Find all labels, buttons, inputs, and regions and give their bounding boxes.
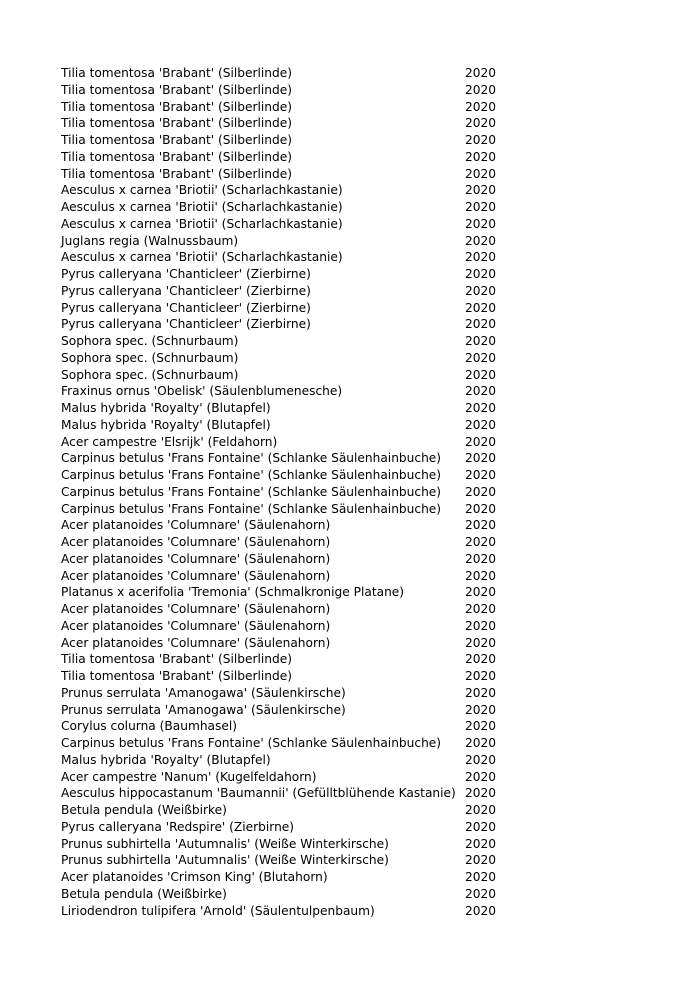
table-row (61, 283, 521, 300)
tree-name: Carpinus betulus 'Frans Fontaine' (Schlanke Säulenhainbuche) (61, 501, 442, 516)
tree-name: Malus hybrida 'Royalty' (Blutapfel) (61, 752, 271, 767)
planting-year: 2020 (465, 803, 497, 817)
table-row (61, 149, 521, 166)
tree-name: Tilia tomentosa 'Brabant' (Silberlinde) (61, 66, 292, 80)
table-row (61, 182, 521, 199)
table-row (61, 517, 521, 534)
table-row (61, 383, 521, 400)
tree-name: Prunus subhirtella 'Autumnalis' (Weiße Winterkirsche) (61, 836, 389, 851)
tree-name: Acer platanoides 'Columnare' (Säulenahorn) (61, 535, 331, 549)
tree-name: Carpinus betulus 'Frans Fontaine' (Schlanke Säulenhainbuche) (61, 484, 442, 499)
tree-name: Acer platanoides 'Columnare' (Säulenahorn) (61, 602, 331, 616)
table-row (61, 82, 521, 99)
planting-year: 2020 (465, 334, 497, 348)
tree-name: Aesculus x carnea 'Briotii' (Scharlachkastanie) (61, 200, 343, 214)
table-row (61, 484, 521, 501)
planting-year: 2020 (465, 719, 497, 734)
planting-year: 2020 (465, 819, 497, 834)
planting-year: 2020 (465, 200, 497, 214)
planting-year: 2020 (465, 886, 497, 901)
table-row (61, 735, 521, 752)
table-row (61, 115, 521, 132)
tree-name: Tilia tomentosa 'Brabant' (Silberlinde) (61, 82, 292, 97)
table-row (61, 785, 521, 802)
table-row (61, 132, 521, 149)
tree-name: Betula pendula (Weißbirke) (61, 803, 227, 817)
planting-year: 2020 (465, 618, 497, 633)
table-row (61, 551, 521, 568)
tree-list (61, 65, 521, 919)
tree-name: Acer platanoides 'Columnare' (Säulenahorn) (61, 618, 331, 633)
planting-year: 2020 (465, 786, 497, 801)
planting-year: 2020 (465, 183, 497, 198)
tree-name: Prunus serrulata 'Amanogawa' (Säulenkirsche) (61, 702, 346, 717)
tree-name: Prunus serrulata 'Amanogawa' (Säulenkirsche) (61, 685, 346, 700)
table-row (61, 216, 521, 233)
table-row (61, 400, 521, 417)
table-row (61, 668, 521, 685)
tree-name: Carpinus betulus 'Frans Fontaine' (Schlanke Säulenhainbuche) (61, 451, 442, 466)
tree-name: Pyrus calleryana 'Chanticleer' (Zierbirne) (61, 267, 311, 281)
tree-name: Tilia tomentosa 'Brabant' (Silberlinde) (61, 133, 292, 147)
planting-year: 2020 (465, 585, 497, 600)
planting-year: 2020 (465, 417, 497, 432)
tree-name: Malus hybrida 'Royalty' (Blutapfel) (61, 417, 271, 432)
tree-name: Tilia tomentosa 'Brabant' (Silberlinde) (61, 149, 292, 164)
tree-name: Betula pendula (Weißbirke) (61, 886, 227, 901)
tree-name: Juglans regia (Walnussbaum) (61, 233, 239, 248)
table-row (61, 534, 521, 551)
tree-name: Acer platanoides 'Crimson King' (Blutahorn) (61, 870, 328, 884)
tree-name: Platanus x acerifolia 'Tremonia' (Schmalkronige Platane) (61, 585, 405, 600)
table-row (61, 568, 521, 585)
planting-year: 2020 (465, 602, 497, 616)
table-row (61, 852, 521, 869)
planting-year: 2020 (465, 769, 497, 784)
table-row (61, 635, 521, 652)
planting-year: 2020 (465, 635, 497, 650)
table-row (61, 367, 521, 384)
table-row (61, 350, 521, 367)
tree-name: Tilia tomentosa 'Brabant' (Silberlinde) (61, 669, 292, 683)
tree-name: Tilia tomentosa 'Brabant' (Silberlinde) (61, 116, 292, 131)
table-row (61, 819, 521, 836)
planting-year: 2020 (465, 116, 497, 131)
tree-name: Pyrus calleryana 'Redspire' (Zierbirne) (61, 819, 295, 834)
tree-name: Sophora spec. (Schnurbaum) (61, 350, 239, 365)
planting-year: 2020 (465, 903, 497, 918)
tree-name: Acer platanoides 'Columnare' (Säulenahorn) (61, 551, 331, 566)
planting-year: 2020 (465, 535, 497, 549)
table-row (61, 316, 521, 333)
planting-year: 2020 (465, 685, 497, 700)
planting-year: 2020 (465, 568, 497, 583)
tree-name: Tilia tomentosa 'Brabant' (Silberlinde) (61, 99, 292, 114)
table-row (61, 166, 521, 183)
planting-year: 2020 (465, 652, 497, 667)
table-row (61, 434, 521, 451)
tree-name: Carpinus betulus 'Frans Fontaine' (Schlanke Säulenhainbuche) (61, 468, 442, 482)
tree-name: Aesculus hippocastanum 'Baumannii' (Gefülltblühende Kastanie) (61, 786, 456, 801)
tree-name: Acer platanoides 'Columnare' (Säulenahorn) (61, 568, 331, 583)
tree-name: Acer platanoides 'Columnare' (Säulenahorn) (61, 635, 331, 650)
planting-year: 2020 (465, 870, 497, 884)
planting-year: 2020 (465, 99, 497, 114)
planting-year: 2020 (465, 66, 497, 80)
table-row (61, 651, 521, 668)
table-row (61, 501, 521, 518)
planting-year: 2020 (465, 350, 497, 365)
table-row (61, 802, 521, 819)
table-row (61, 618, 521, 635)
planting-year: 2020 (465, 752, 497, 767)
planting-year: 2020 (465, 736, 497, 750)
tree-name: Sophora spec. (Schnurbaum) (61, 367, 239, 382)
planting-year: 2020 (465, 367, 497, 382)
tree-name: Aesculus x carnea 'Briotii' (Scharlachkastanie) (61, 250, 343, 265)
tree-name: Liriodendron tulipifera 'Arnold' (Säulentulpenbaum) (61, 903, 375, 918)
planting-year: 2020 (465, 233, 497, 248)
tree-name: Acer campestre 'Nanum' (Kugelfeldahorn) (61, 769, 317, 784)
table-row (61, 685, 521, 702)
planting-year: 2020 (465, 468, 497, 482)
table-row (61, 417, 521, 434)
planting-year: 2020 (465, 267, 497, 281)
tree-name: Pyrus calleryana 'Chanticleer' (Zierbirne) (61, 300, 311, 315)
planting-year: 2020 (465, 669, 497, 683)
table-row (61, 702, 521, 719)
planting-year: 2020 (465, 283, 497, 298)
table-row (61, 99, 521, 116)
tree-name: Pyrus calleryana 'Chanticleer' (Zierbirne) (61, 283, 311, 298)
tree-name: Pyrus calleryana 'Chanticleer' (Zierbirne) (61, 317, 311, 332)
planting-year: 2020 (465, 451, 497, 466)
planting-year: 2020 (465, 149, 497, 164)
tree-name: Corylus colurna (Baumhasel) (61, 719, 238, 734)
table-row (61, 869, 521, 886)
planting-year: 2020 (465, 853, 497, 868)
tree-name: Aesculus x carnea 'Briotii' (Scharlachkastanie) (61, 216, 343, 231)
table-row (61, 836, 521, 853)
table-row (61, 333, 521, 350)
planting-year: 2020 (465, 551, 497, 566)
table-row (61, 249, 521, 266)
planting-year: 2020 (465, 401, 497, 415)
tree-name: Acer platanoides 'Columnare' (Säulenahorn) (61, 518, 331, 533)
tree-name: Aesculus x carnea 'Briotii' (Scharlachkastanie) (61, 183, 343, 198)
planting-year: 2020 (465, 836, 497, 851)
planting-year: 2020 (465, 133, 497, 147)
planting-year: 2020 (465, 317, 497, 332)
planting-year: 2020 (465, 518, 497, 533)
tree-name: Sophora spec. (Schnurbaum) (61, 334, 239, 348)
tree-name: Prunus subhirtella 'Autumnalis' (Weiße Winterkirsche) (61, 853, 389, 868)
table-row (61, 886, 521, 903)
table-row (61, 65, 521, 82)
tree-name: Tilia tomentosa 'Brabant' (Silberlinde) (61, 652, 292, 667)
table-row (61, 233, 521, 250)
planting-year: 2020 (465, 384, 497, 399)
tree-name: Acer campestre 'Elsrijk' (Feldahorn) (61, 434, 278, 449)
planting-year: 2020 (465, 300, 497, 315)
planting-year: 2020 (465, 434, 497, 449)
table-row (61, 769, 521, 786)
table-row (61, 450, 521, 467)
tree-name: Tilia tomentosa 'Brabant' (Silberlinde) (61, 166, 292, 181)
planting-year: 2020 (465, 702, 497, 717)
table-row (61, 752, 521, 769)
tree-name: Carpinus betulus 'Frans Fontaine' (Schlanke Säulenhainbuche) (61, 736, 442, 750)
table-row (61, 718, 521, 735)
planting-year: 2020 (465, 216, 497, 231)
table-row (61, 467, 521, 484)
table-row (61, 903, 521, 920)
planting-year: 2020 (465, 166, 497, 181)
planting-year: 2020 (465, 501, 497, 516)
tree-name: Malus hybrida 'Royalty' (Blutapfel) (61, 401, 271, 415)
tree-name: Fraxinus ornus 'Obelisk' (Säulenblumenesche) (61, 384, 343, 399)
table-row (61, 601, 521, 618)
planting-year: 2020 (465, 250, 497, 265)
planting-year: 2020 (465, 484, 497, 499)
table-row (61, 266, 521, 283)
table-row (61, 199, 521, 216)
table-row (61, 584, 521, 601)
planting-year: 2020 (465, 82, 497, 97)
table-row (61, 300, 521, 317)
